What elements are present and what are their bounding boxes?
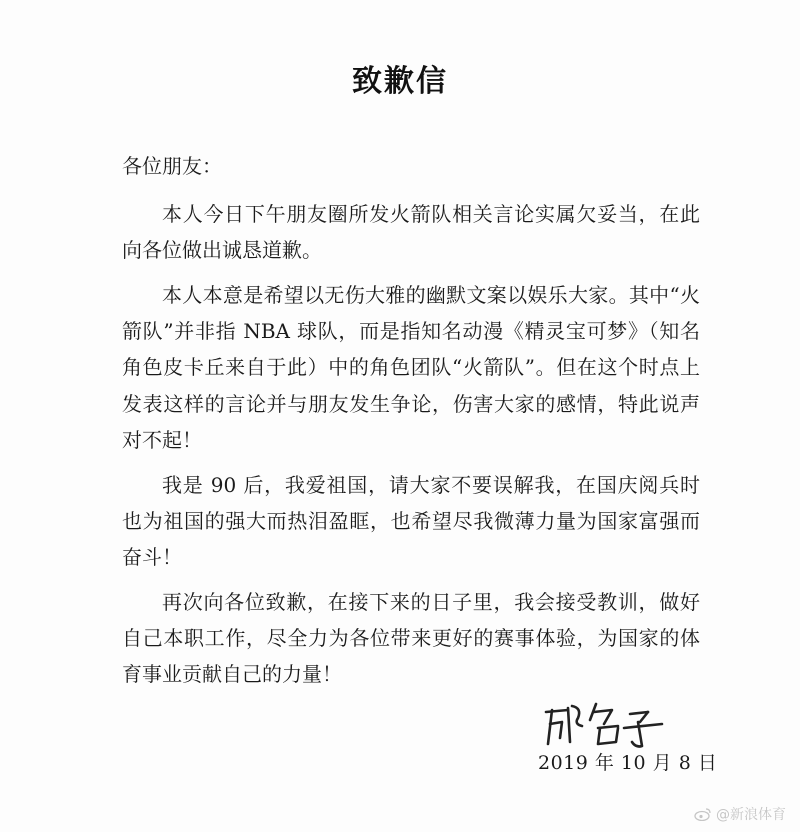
paragraph-explanation: 本人本意是希望以无伤大雅的幽默文案以娱乐大家。其中“火箭队”并非指 NBA 球队，而是指知名动漫《精灵宝可梦》（知名角色皮卡丘来自于此）中的角色团队“火箭队”。但在这个时点上发表这样的言论并与朋友发生争论，伤害大家的感情，特此说声对不起！: [122, 283, 700, 452]
letter-body: [122, 196, 700, 701]
paragraph-patriotism: 我是 90 后，我爱祖国，请大家不要误解我，在国庆阅兵时也为祖国的强大而热泪盈眶，也希望尽我微薄力量为国家富强而奋斗！: [122, 472, 700, 570]
paragraph-commitment: 再次向各位致歉，在接下来的日子里，我会接受教训，做好自己本职工作，尽全力为各位带来更好的赛事体验，为国家的体育事业贡献自己的力量！: [122, 589, 700, 687]
letter-title: 致歉信: [352, 64, 448, 99]
salutation: 各位朋友：: [122, 154, 222, 178]
letter-date: 2019 年 10 月 8 日: [538, 752, 718, 774]
watermark-text: @新浪体育: [716, 807, 786, 823]
weibo-icon: [694, 807, 712, 821]
handwritten-signature: [538, 698, 688, 750]
paragraph-apology: 本人今日下午朋友圈所发火箭队相关言论实属欠妥当，在此向各位做出诚恳道歉。: [122, 202, 700, 263]
watermark: [694, 804, 786, 824]
